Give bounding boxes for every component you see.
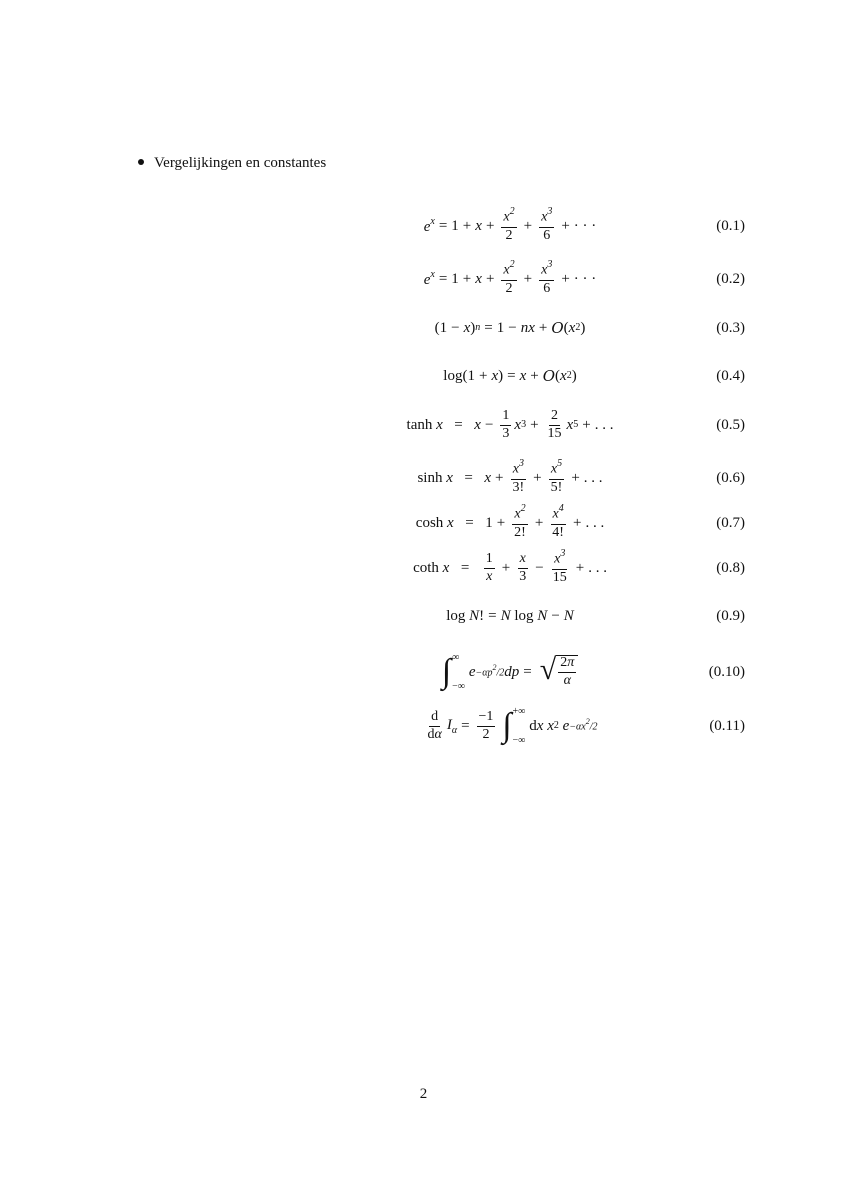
equation-body: cosh x = 1 + $\frac{x^2}{2!}$ + $\frac{x^4}{4!}$ + . . .	[415, 503, 605, 540]
equation-body: coth x = $\frac{1}{x}$ + $\frac{x}{3}$ − $\frac{x^3}{15}$ + . . .	[413, 548, 607, 585]
equation-body: log(1 + x ) = x + O ( x $^2$ )	[443, 367, 577, 385]
equation-body: ∫ ∞ −∞ e $^{-\alpha p^2 /2}$ dp = √ $\frac{2\pi}{\alpha}$	[300, 648, 720, 696]
equation-0-4	[300, 356, 745, 396]
equation-number: (0.7)	[716, 514, 745, 531]
square-root: √ $\frac{2\pi}{\alpha}$	[540, 655, 578, 688]
equation-body: $e^x$ = 1 + x + $\frac{x^2}{2}$ + $\frac{x^3}{6}$ + · · ·	[423, 259, 597, 296]
bullet-text: Vergelijkingen en constantes	[154, 155, 327, 171]
equation-number: (0.6)	[716, 469, 745, 486]
bullet-icon	[138, 159, 144, 165]
equation-number: (0.8)	[716, 559, 745, 576]
bullet-item	[138, 155, 326, 172]
equation-number: (0.5)	[716, 416, 745, 433]
equation-number: (0.9)	[716, 607, 745, 624]
equation-body: $e^x$ = 1 + x + $\frac{x^2}{2}$ + $\frac{x^3}{6}$ + · · ·	[423, 206, 597, 243]
equation-0-6	[300, 458, 745, 498]
equation-0-2	[300, 259, 745, 299]
equation-body: sinh x = x + $\frac{x^3}{3!}$ + $\frac{x^5}{5!}$ + . . .	[417, 458, 603, 495]
equation-body: log N ! = N log N − N	[446, 607, 574, 624]
equation-number: (0.11)	[709, 717, 745, 734]
equation-0-7	[300, 503, 745, 543]
equation-number: (0.10)	[708, 663, 745, 680]
equation-number: (0.3)	[716, 319, 745, 336]
equation-0-11	[300, 702, 745, 750]
integral-sign: ∫ +∞ −∞	[502, 706, 526, 746]
equation-0-9	[300, 596, 745, 636]
equation-0-1	[300, 206, 745, 246]
equation-number: (0.4)	[716, 367, 745, 384]
integral-sign: ∫ ∞ −∞	[441, 652, 465, 692]
equation-body: tanh x = x − $\frac{1}{3}$ x $^3$ + $\frac{2}{15}$ x $^5$ + . . .	[406, 407, 614, 441]
equation-body: $\frac{d}{d\alpha}$ $I_\alpha$ = $\frac{-1}{2}$ ∫ +∞ −∞ d x x $^2$ e $^{-\alpha x^2 /2}$	[427, 706, 598, 746]
equation-number: (0.2)	[716, 270, 745, 287]
equation-0-5	[300, 405, 745, 445]
equation-body: (1 − x ) $^n$ = 1 − nx + O ( x $^2$ )	[434, 319, 586, 337]
equation-0-3	[300, 308, 745, 348]
equation-number: (0.1)	[716, 217, 745, 234]
equation-0-10	[300, 648, 745, 696]
page-number: 2	[419, 1086, 428, 1102]
equation-0-8	[300, 548, 745, 588]
